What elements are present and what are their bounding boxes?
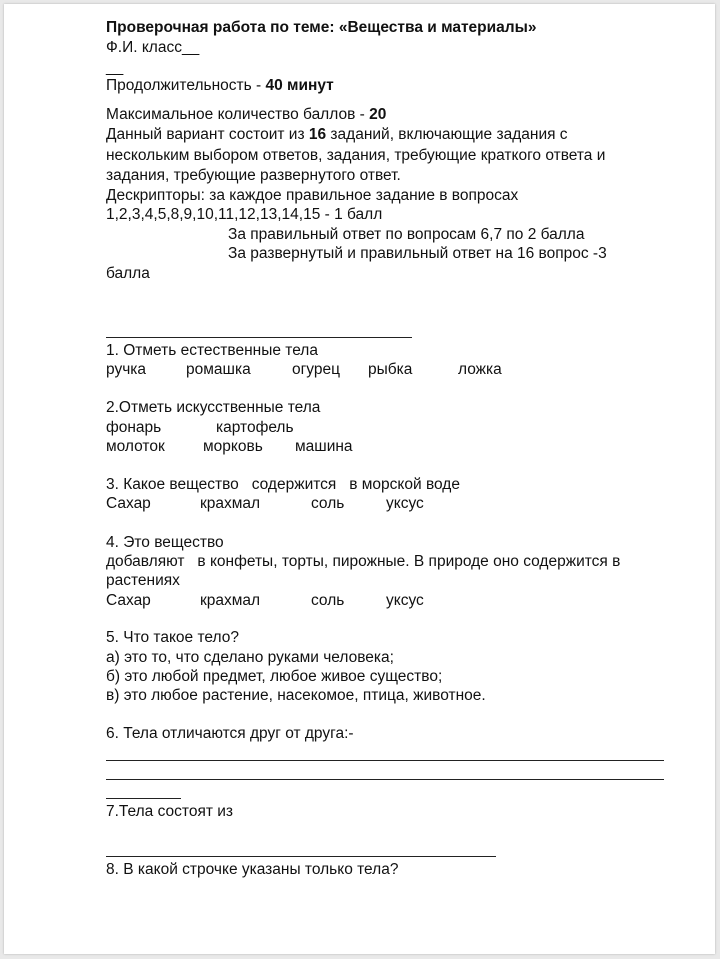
descriptors-line-5: балла: [106, 265, 150, 282]
q3-option-3: соль: [311, 495, 345, 512]
q2-option-4: морковь: [203, 438, 263, 455]
descriptors-line-3: За правильный ответ по вопросам 6,7 по 2 балла: [228, 226, 585, 243]
question-3-text: 3. Какое вещество содержится в морской воде: [106, 476, 460, 493]
q3-option-4: уксус: [386, 495, 424, 512]
answer-line-7: [106, 856, 496, 857]
answer-line-6b: [106, 779, 664, 780]
name-class-line-cont: __: [106, 59, 124, 76]
q1-option-2: ромашка: [186, 361, 251, 378]
answer-line-6c: [106, 798, 181, 799]
duration-line: [106, 76, 334, 95]
q5-answer-a: а) это то, что сделано руками человека;: [106, 649, 394, 666]
variant-line-1: [106, 125, 568, 144]
variant-text-a: Данный вариант состоит из: [106, 126, 309, 143]
variant-count: 16: [308, 126, 327, 143]
q3-option-2: крахмал: [200, 495, 261, 512]
descriptors-line-1: Дескрипторы: за каждое правильное задание в вопросах: [106, 187, 519, 204]
variant-line-3: задания, требующие развернутого ответ.: [106, 167, 401, 184]
question-5-text: 5. Что такое тело?: [106, 629, 239, 646]
q2-option-5: машина: [295, 438, 353, 455]
max-points-value: 20: [369, 106, 387, 123]
question-4-text-1: 4. Это вещество: [106, 534, 224, 551]
answer-line-6a: [106, 760, 664, 761]
question-2-text: 2.Отметь искусственные тела: [106, 399, 321, 416]
max-points-label: Максимальное количество баллов -: [106, 106, 370, 123]
q5-answer-b: б) это любой предмет, любое живое существо;: [106, 668, 443, 685]
variant-line-2: нескольким выбором ответов, задания, требующие краткого ответа и: [106, 147, 606, 164]
q4-option-3: соль: [311, 592, 345, 609]
q4-option-2: крахмал: [200, 592, 261, 609]
name-class-line: Ф.И. класс__: [106, 39, 200, 56]
q3-option-1: Сахар: [106, 495, 151, 512]
q5-answer-c: в) это любое растение, насекомое, птица, животное.: [106, 687, 486, 704]
descriptors-line-2: 1,2,3,4,5,8,9,10,11,12,13,14,15 - 1 балл: [106, 206, 383, 223]
max-points-line: [106, 105, 386, 124]
question-6-text: 6. Тела отличаются друг от друга:-: [106, 725, 354, 742]
question-8-text: 8. В какой строчке указаны только тела?: [106, 861, 399, 878]
q4-option-4: уксус: [386, 592, 424, 609]
duration-value: 40 минут: [265, 77, 334, 94]
q4-option-1: Сахар: [106, 592, 151, 609]
q1-option-4: рыбка: [368, 361, 413, 378]
q1-option-1: ручка: [106, 361, 147, 378]
q2-option-3: молоток: [106, 438, 165, 455]
descriptors-line-4: За развернутый и правильный ответ на 16 вопрос -3: [228, 245, 607, 262]
question-1-text: 1. Отметь естественные тела: [106, 342, 318, 359]
question-4-text-2: добавляют в конфеты, торты, пирожные. В природе оно содержится в: [106, 553, 621, 570]
document-title: Проверочная работа по теме: «Вещества и материалы»: [106, 19, 537, 36]
variant-text-b: заданий, включающие задания с: [326, 126, 568, 143]
q2-option-2: картофель: [216, 419, 294, 436]
question-7-text: 7.Тела состоят из: [106, 803, 234, 820]
question-4-text-3: растениях: [106, 572, 180, 589]
q2-option-1: фонарь: [106, 419, 162, 436]
q1-option-3: огурец: [292, 361, 340, 378]
q1-option-5: ложка: [458, 361, 502, 378]
duration-label: Продолжительность -: [106, 77, 266, 94]
separator-line: [106, 337, 412, 338]
